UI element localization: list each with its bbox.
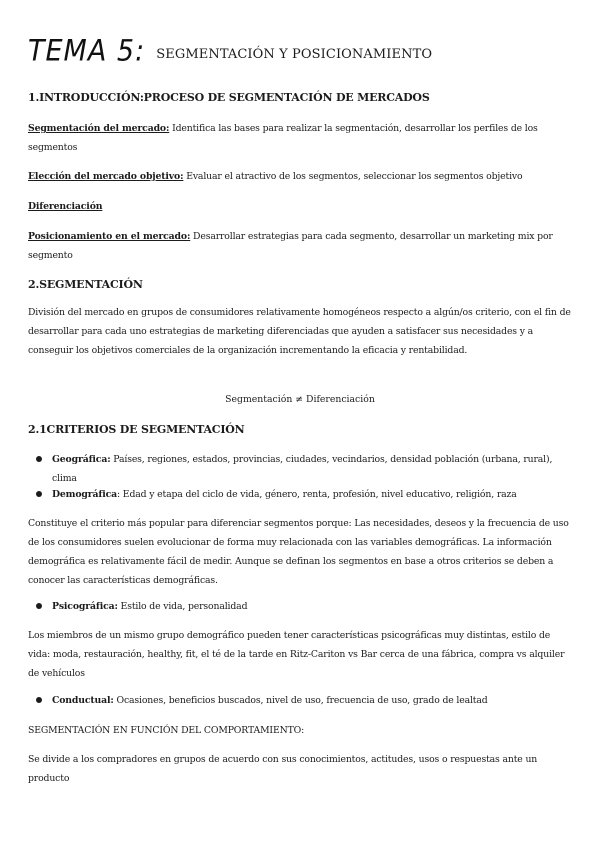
paragraph-eleccion-mercado xyxy=(28,167,574,186)
paragraph-segmentacion-comportamiento: Se divide a los compradores en grupos de acuerdo con sus conocimientos, actitudes, usos o respuestas ante un producto xyxy=(28,754,538,784)
subheading-comportamiento: SEGMENTACIÓN EN FUNCIÓN DEL COMPORTAMIENTO: xyxy=(28,725,305,736)
criterion-text: Países, regiones, estados, provincias, ciudades, vecindarios, densidad población (urbana, rural), clima xyxy=(52,454,553,484)
paragraph-diferenciacion xyxy=(28,197,574,216)
criterion-label: Geográfica: xyxy=(52,454,111,465)
paragraph-criterio-psicografico: Los miembros de un mismo grupo demográfico pueden tener características psicográficas muy distintas, estilo de vida: moda, restauración, healthy, fit, el té de la tarde en Ritz-Cariton vs Bar cerca de una fábrica, compra vs alquiler de vehículos xyxy=(28,630,565,679)
criterion-label: Psicográfica: xyxy=(52,601,118,612)
formula-segmentacion-diferenciacion: Segmentación ≠ Diferenciación xyxy=(225,394,375,405)
title-handwritten: TEMA 5: xyxy=(28,34,146,69)
term-text: Identifica las bases para realizar la segmentación, desarrollar los perfiles de los segmentos xyxy=(28,123,538,153)
paragraph-segmentacion-mercado xyxy=(28,119,574,157)
title-subject: SEGMENTACIÓN Y POSICIONAMIENTO xyxy=(156,47,433,62)
term-label: Diferenciación xyxy=(28,201,103,212)
criterion-text: Estilo de vida, personalidad xyxy=(117,601,248,612)
criterion-label: Conductual: xyxy=(52,695,114,706)
list-item-geografica xyxy=(36,450,556,488)
term-text: Evaluar el atractivo de los segmentos, seleccionar los segmentos objetivo xyxy=(183,171,523,182)
bullet-icon xyxy=(36,456,42,462)
section-heading-introduccion: 1.INTRODUCCIÓN:PROCESO DE SEGMENTACIÓN DE MERCADOS xyxy=(28,91,430,104)
bullet-icon xyxy=(36,697,42,703)
list-item-conductual xyxy=(36,691,556,710)
paragraph-definicion-segmentacion: División del mercado en grupos de consumidores relativamente homogéneos respecto a algún/os criterio, con el fin de desarrollar para cada uno estrategias de marketing diferenciadas que ayuden a satisfacer sus necesidades y a conseguir los objetivos comerciales de la organización incrementando la eficacia y rentabilidad. xyxy=(28,307,571,356)
page-title xyxy=(28,36,432,67)
criterion-text: Ocasiones, beneficios buscados, nivel de uso, frecuencia de uso, grado de lealtad xyxy=(113,695,488,706)
criterion-text: : Edad y etapa del ciclo de vida, género, renta, profesión, nivel educativo, religión, raza xyxy=(117,489,517,500)
bullet-icon xyxy=(36,491,42,497)
list-item-demografica xyxy=(36,485,556,504)
section-heading-criterios: 2.1CRITERIOS DE SEGMENTACIÓN xyxy=(28,423,245,436)
paragraph-posicionamiento xyxy=(28,227,574,265)
term-label: Posicionamiento en el mercado: xyxy=(28,231,191,242)
term-text: Desarrollar estrategias para cada segmento, desarrollar un marketing mix por segmento xyxy=(28,231,553,261)
term-label: Segmentación del mercado: xyxy=(28,123,170,134)
term-label: Elección del mercado objetivo: xyxy=(28,171,184,182)
list-item-psicografica xyxy=(36,597,556,616)
bullet-icon xyxy=(36,603,42,609)
criterion-label: Demográfica xyxy=(52,489,118,500)
paragraph-criterio-demografico: Constituye el criterio más popular para diferenciar segmentos porque: Las necesidades, deseos y la frecuencia de uso de los consumidores suelen evolucionar de forma muy relacionada con las variables demográficas. La información demográfica es relativamente fácil de medir. Aunque se definan los segmentos en base a otros criterios se deben a conocer las características demográficas. xyxy=(28,518,569,586)
section-heading-segmentacion: 2.SEGMENTACIÓN xyxy=(28,278,143,291)
